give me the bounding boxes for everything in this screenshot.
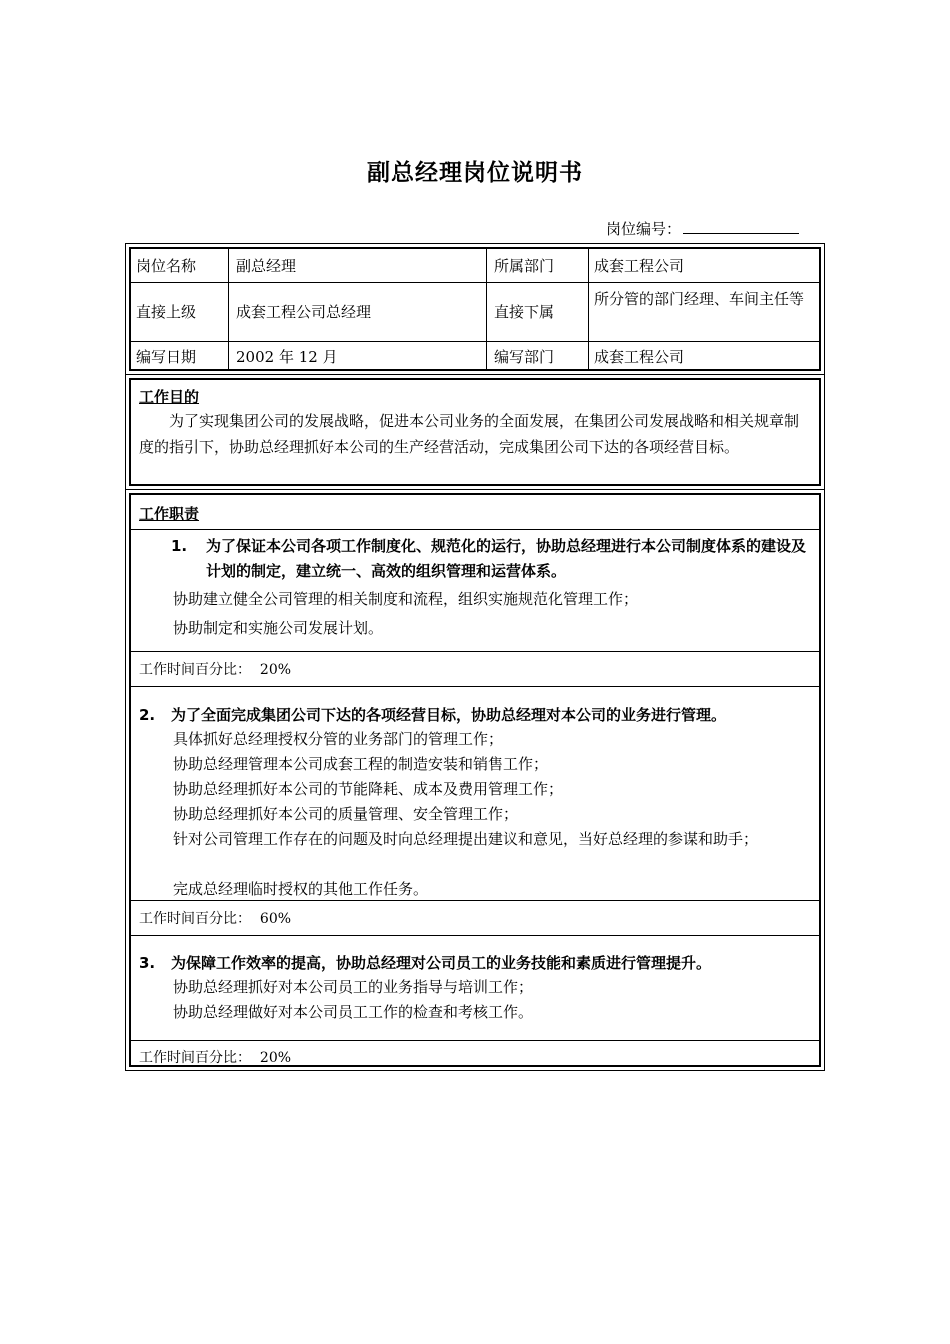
info-label-author-dept: 编写部门 — [494, 348, 555, 366]
duties-section — [125, 489, 825, 1071]
purpose-section — [125, 374, 825, 490]
position-number — [606, 218, 799, 239]
info-label-department: 所属部门 — [494, 257, 555, 275]
duty-2-bullet-6: 完成总经理临时授权的其他工作任务。 — [173, 880, 429, 898]
info-value-superior: 成套工程公司总经理 — [236, 303, 372, 321]
page-title: 副总经理岗位说明书 — [367, 160, 583, 186]
purpose-text: 为了实现集团公司的发展战略，促进本公司业务的全面发展，在集团公司发展战略和相关规章制度的指引下，协助总经理抓好本公司的生产经营活动，完成集团公司下达的各项经营目标。 — [139, 412, 800, 456]
duty-3-ratio: 工作时间百分比： 20% — [139, 1050, 292, 1066]
duty-2-bullet-2: 协助总经理管理本公司成套工程的制造安装和销售工作； — [173, 755, 549, 773]
info-value-author-dept: 成套工程公司 — [594, 348, 685, 366]
info-table-inner — [129, 247, 821, 371]
duty-1-title: 为了保证本公司各项工作制度化、规范化的运行，协助总经理进行本公司制度体系的建设及计划的制定，建立统一、高效的组织管理和运营体系。 — [206, 537, 807, 580]
duty-3-title: 为保障工作效率的提高，协助总经理对公司员工的业务技能和素质进行管理提升。 — [171, 954, 712, 972]
position-number-blank — [683, 219, 799, 234]
duty-3-bullet-1: 协助总经理抓好对本公司员工的业务指导与培训工作； — [173, 978, 534, 996]
info-value-subordinates: 所分管的部门经理、车间主任等 — [594, 290, 805, 308]
info-table — [125, 243, 825, 375]
duty-2-title: 为了全面完成集团公司下达的各项经营目标，协助总经理对本公司的业务进行管理。 — [171, 706, 727, 724]
info-value-position-name: 副总经理 — [236, 257, 297, 275]
duty-2-number: 2. — [139, 706, 156, 724]
duty-1-number: 1. — [171, 537, 188, 555]
info-label-position-name: 岗位名称 — [136, 257, 197, 275]
info-label-subordinates: 直接下属 — [494, 303, 555, 321]
info-value-date: 2002 年 12 月 — [236, 348, 338, 366]
duty-2-ratio: 工作时间百分比： 60% — [139, 911, 292, 927]
purpose-heading: 工作目的 — [139, 388, 200, 406]
duty-3-bullet-2: 协助总经理做好对本公司员工工作的检查和考核工作。 — [173, 1003, 534, 1021]
info-value-department: 成套工程公司 — [594, 257, 685, 275]
duty-3-number: 3. — [139, 954, 156, 972]
duty-1-bullet-2: 协助制定和实施公司发展计划。 — [173, 619, 384, 637]
duty-1-ratio: 工作时间百分比： 20% — [139, 662, 292, 678]
info-label-date: 编写日期 — [136, 348, 197, 366]
duty-2-bullet-3: 协助总经理抓好本公司的节能降耗、成本及费用管理工作； — [173, 780, 564, 798]
duty-2-bullet-4: 协助总经理抓好本公司的质量管理、安全管理工作； — [173, 805, 519, 823]
info-label-superior: 直接上级 — [136, 303, 197, 321]
duty-2-bullet-5: 针对公司管理工作存在的问题及时向总经理提出建议和意见，当好总经理的参谋和助手； — [173, 830, 759, 848]
duty-1-bullet-1: 协助建立健全公司管理的相关制度和流程，组织实施规范化管理工作； — [173, 590, 639, 608]
duty-2-bullet-1: 具体抓好总经理授权分管的业务部门的管理工作； — [173, 730, 504, 748]
duties-heading: 工作职责 — [139, 505, 200, 523]
position-number-label: 岗位编号： — [606, 220, 682, 238]
